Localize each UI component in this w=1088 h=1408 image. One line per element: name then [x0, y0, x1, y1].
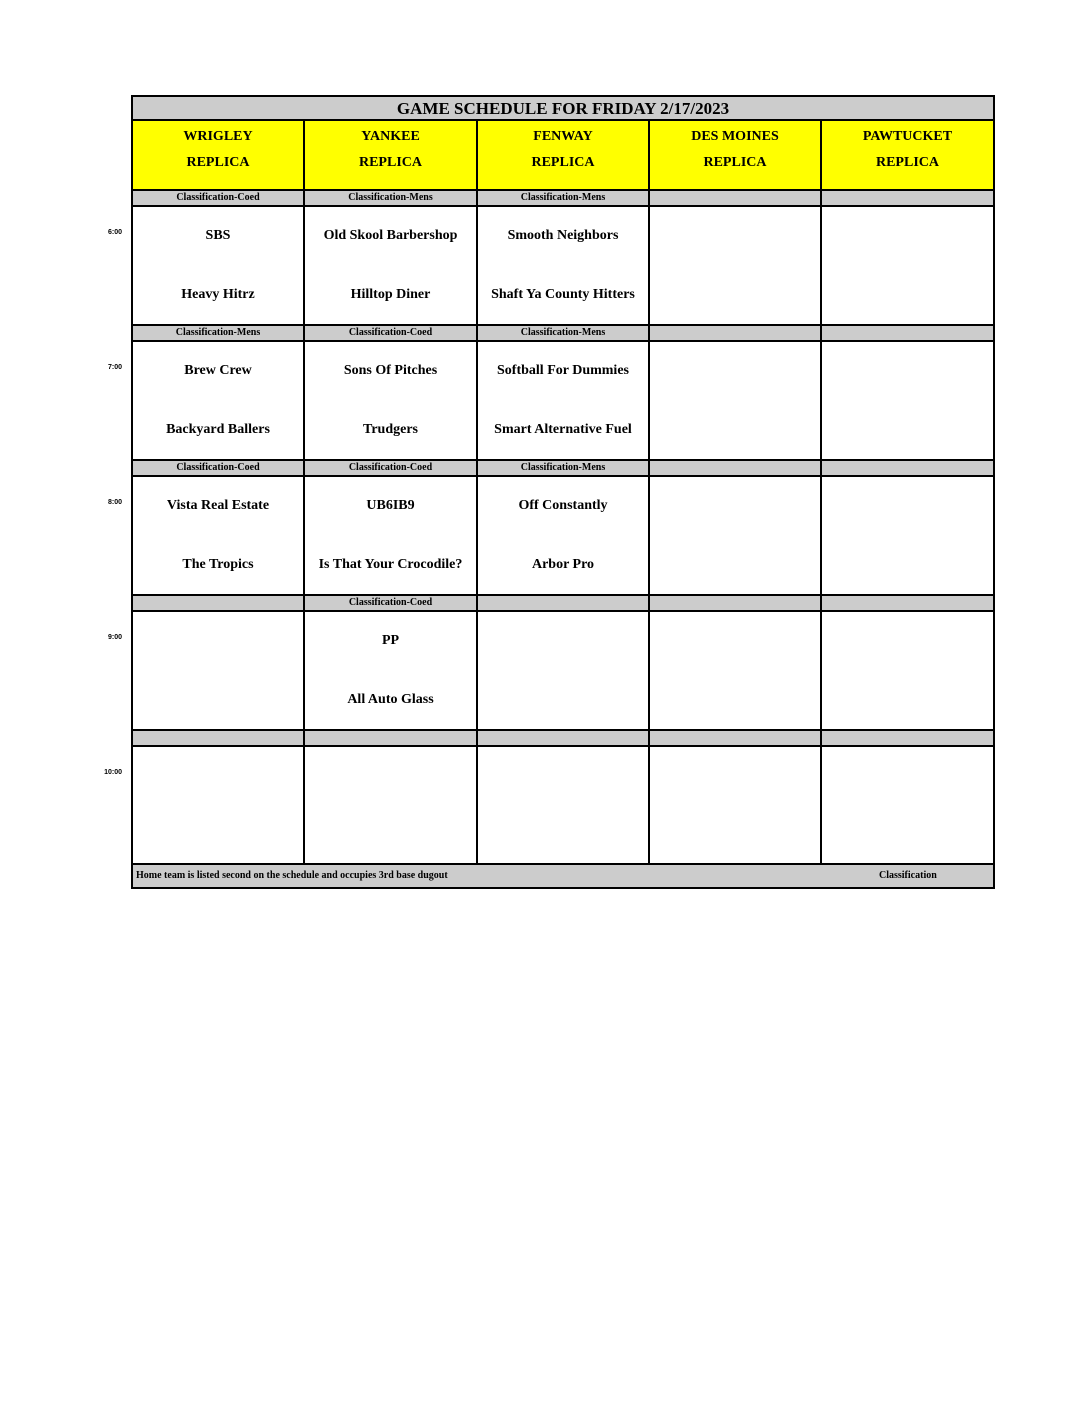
venue-header-3: [478, 121, 650, 189]
game-cell: [478, 612, 650, 729]
classification-cell: [822, 729, 993, 747]
time-slot-label: 8:00: [107, 499, 122, 506]
game-cell: [650, 612, 822, 729]
home-team: Is That Your Crocodile?: [318, 557, 463, 572]
game-cell: [822, 612, 993, 729]
away-team: Smooth Neighbors: [507, 228, 619, 243]
classification-cell: Classification-Mens: [133, 324, 305, 342]
classification-cell: [822, 324, 993, 342]
venue-header-4: [650, 121, 822, 189]
classification-cell: Classification-Coed: [305, 324, 478, 342]
classification-cell: Classification-Mens: [478, 459, 650, 477]
home-team: All Auto Glass: [347, 692, 434, 707]
venue-name: PAWTUCKET: [862, 129, 953, 144]
venue-name: FENWAY: [533, 129, 593, 144]
venue-subtitle: REPLICA: [875, 155, 939, 170]
home-team: The Tropics: [182, 557, 254, 572]
venue-subtitle: REPLICA: [531, 155, 595, 170]
classification-cell: Classification-Mens: [478, 324, 650, 342]
classification-cell: Classification-Mens: [305, 189, 478, 207]
home-team: Backyard Ballers: [166, 422, 270, 437]
classification-cell: [650, 459, 822, 477]
away-team: Off Constantly: [518, 498, 608, 513]
game-cell: [650, 477, 822, 594]
classification-cell: [478, 729, 650, 747]
home-team-note: Home team is listed second on the schedule and occupies 3rd base dugout: [136, 870, 448, 881]
game-cell: [133, 747, 305, 864]
away-team: Vista Real Estate: [166, 498, 270, 513]
classification-cell: [305, 729, 478, 747]
classification-cell: [133, 594, 305, 612]
game-cell: [305, 477, 478, 594]
classification-label: Classification: [879, 870, 937, 881]
home-team: Heavy Hitrz: [181, 287, 255, 302]
game-cell: [133, 342, 305, 459]
game-cell: [650, 747, 822, 864]
classification-cell: Classification-Coed: [133, 189, 305, 207]
schedule-footer: [133, 863, 993, 887]
classification-cell: [133, 729, 305, 747]
game-cell: [478, 477, 650, 594]
venue-header-2: [305, 121, 478, 189]
game-cell: [133, 612, 305, 729]
time-slot-label: 10:00: [104, 769, 122, 776]
away-team: Sons Of Pitches: [343, 363, 438, 378]
game-cell: [822, 342, 993, 459]
away-team: UB6IB9: [366, 498, 415, 513]
classification-cell: [650, 189, 822, 207]
venue-name: WRIGLEY: [183, 129, 253, 144]
venue-header-1: [133, 121, 305, 189]
venue-header-5: [822, 121, 993, 189]
game-cell: [478, 207, 650, 324]
home-team: Arbor Pro: [531, 557, 595, 572]
away-team: Brew Crew: [184, 363, 252, 378]
game-cell: [650, 342, 822, 459]
time-slot-label: 6:00: [107, 229, 122, 236]
game-cell: [650, 207, 822, 324]
classification-cell: [822, 189, 993, 207]
classification-cell: Classification-Coed: [305, 459, 478, 477]
game-cell: [133, 207, 305, 324]
game-schedule-table: [131, 95, 995, 889]
classification-cell: [822, 594, 993, 612]
venue-subtitle: REPLICA: [358, 155, 422, 170]
time-slot-label: 9:00: [107, 634, 122, 641]
game-cell: [133, 477, 305, 594]
home-team: Trudgers: [363, 422, 418, 437]
venue-subtitle: REPLICA: [703, 155, 767, 170]
home-team: Shaft Ya County Hitters: [491, 287, 635, 302]
away-team: PP: [381, 633, 400, 648]
classification-cell: [822, 459, 993, 477]
venue-subtitle: REPLICA: [186, 155, 250, 170]
away-team: Old Skool Barbershop: [323, 228, 458, 243]
classification-cell: [478, 594, 650, 612]
classification-cell: [650, 729, 822, 747]
home-team: Hilltop Diner: [350, 287, 431, 302]
schedule-title: GAME SCHEDULE FOR FRIDAY 2/17/2023: [133, 97, 993, 121]
classification-cell: [650, 594, 822, 612]
classification-cell: Classification-Coed: [133, 459, 305, 477]
time-slot-label: 7:00: [107, 364, 122, 371]
away-team: Softball For Dummies: [497, 363, 629, 378]
classification-cell: Classification-Mens: [478, 189, 650, 207]
classification-cell: [650, 324, 822, 342]
game-cell: [822, 207, 993, 324]
away-team: SBS: [205, 228, 231, 243]
classification-cell: Classification-Coed: [305, 594, 478, 612]
game-cell: [822, 477, 993, 594]
home-team: Smart Alternative Fuel: [494, 422, 632, 437]
game-cell: [478, 342, 650, 459]
venue-name: YANKEE: [361, 129, 420, 144]
game-cell: [305, 207, 478, 324]
game-cell: [822, 747, 993, 864]
game-cell: [305, 342, 478, 459]
game-cell: [478, 747, 650, 864]
venue-name: DES MOINES: [691, 129, 779, 144]
game-cell: [305, 612, 478, 729]
game-cell: [305, 747, 478, 864]
